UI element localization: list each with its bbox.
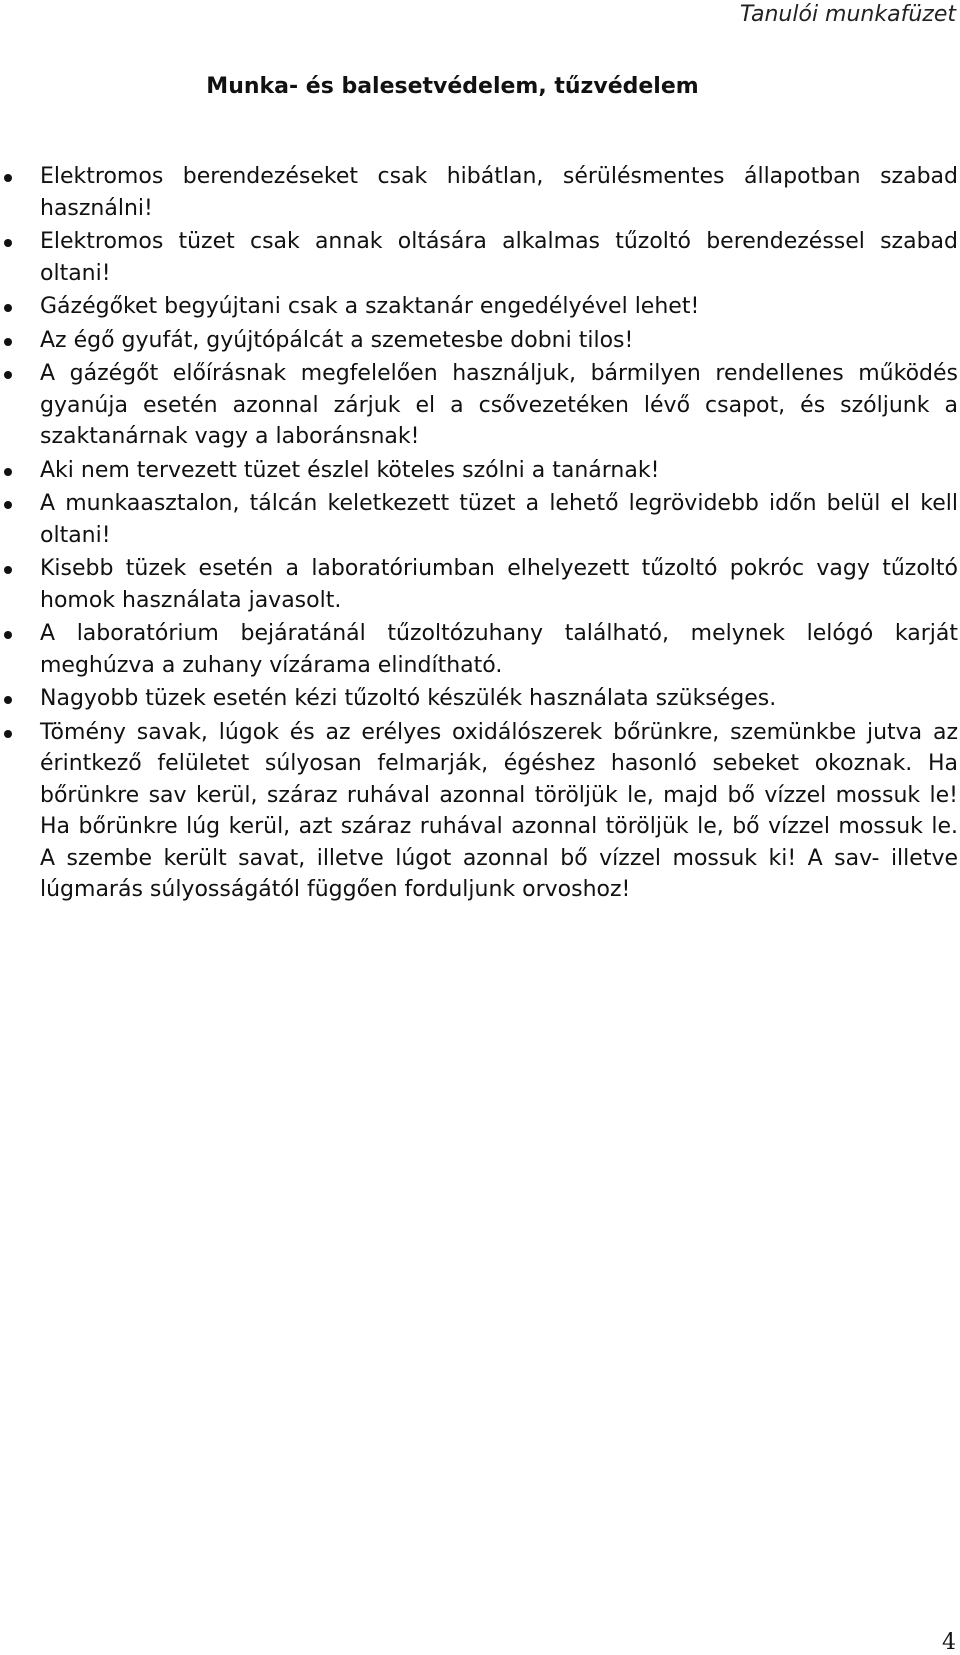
list-item (40, 291, 958, 323)
bullet-icon (4, 696, 12, 704)
list-item-text: Az égő gyufát, gyújtópálcát a szemetesbe dobni tilos! (40, 327, 634, 353)
list-item (40, 683, 958, 715)
safety-rules-list (40, 161, 958, 908)
list-item-text: Gázégőket begyújtani csak a szaktanár engedélyével lehet! (40, 294, 700, 319)
list-item (40, 553, 958, 616)
bullet-icon (4, 468, 12, 476)
list-item-text: A munkaasztalon, tálcán keletkezett tüzet a lehető legrövidebb időn belül el kell oltani! (40, 491, 958, 548)
list-item (40, 455, 958, 487)
list-item-text: A laboratórium bejáratánál tűzoltózuhany található, melynek lelógó karját meghúzva a zuhany vízárama elindítható. (40, 621, 958, 678)
list-item-text: Aki nem tervezett tüzet észlel köteles szólni a tanárnak! (40, 457, 660, 483)
list-item (40, 618, 958, 681)
page-title: Munka- és balesetvédelem, tűzvédelem (206, 74, 699, 99)
list-item-text: Elektromos tüzet csak annak oltására alkalmas tűzoltó berendezéssel szabad oltani! (40, 229, 958, 286)
bullet-icon (4, 371, 12, 379)
bullet-icon (4, 631, 12, 639)
bullet-icon (4, 174, 12, 182)
list-item-text: Kisebb tüzek esetén a laboratóriumban elhelyezett tűzoltó pokróc vagy tűzoltó homok használata javasolt. (40, 556, 958, 613)
list-item-text: Tömény savak, lúgok és az erélyes oxidálószerek bőrünkre, szemünkbe jutva az érintkező felületet súlyosan felmarják, égéshez hasonló sebeket okoznak. Ha bőrünkre sav kerül, száraz ruhával azonnal töröljük le, majd bő vízzel mossuk le! Ha bőrünkre lúg kerül, azt száraz ruhával azonnal töröljük le, bő vízzel mossuk le. A szembe került savat, illetve lúgot azonnal bő vízzel mossuk ki! A sav- illetve lúgmarás súlyosságától függően forduljunk orvoshoz! (40, 719, 958, 902)
bullet-icon (4, 730, 12, 738)
list-item (40, 325, 958, 357)
list-item (40, 161, 958, 224)
bullet-icon (4, 304, 12, 312)
list-item (40, 488, 958, 551)
list-item (40, 358, 958, 453)
bullet-icon (4, 239, 12, 247)
running-header: Tanulói munkafüzet (739, 2, 956, 27)
page-number: 4 (942, 1630, 956, 1655)
bullet-icon (4, 338, 12, 346)
bullet-icon (4, 501, 12, 509)
list-item-text: Elektromos berendezéseket csak hibátlan, sérülésmentes állapotban szabad használni! (40, 164, 958, 221)
list-item-text: Nagyobb tüzek esetén kézi tűzoltó készülék használata szükséges. (40, 686, 777, 711)
list-item-text: A gázégőt előírásnak megfelelően használjuk, bármilyen rendellenes működés gyanúja esetén azonnal zárjuk el a csővezetéken lévő csapot, és szóljunk a szaktanárnak vagy a laboránsnak! (40, 361, 958, 449)
list-item (40, 226, 958, 289)
bullet-icon (4, 566, 12, 574)
list-item (40, 717, 958, 906)
